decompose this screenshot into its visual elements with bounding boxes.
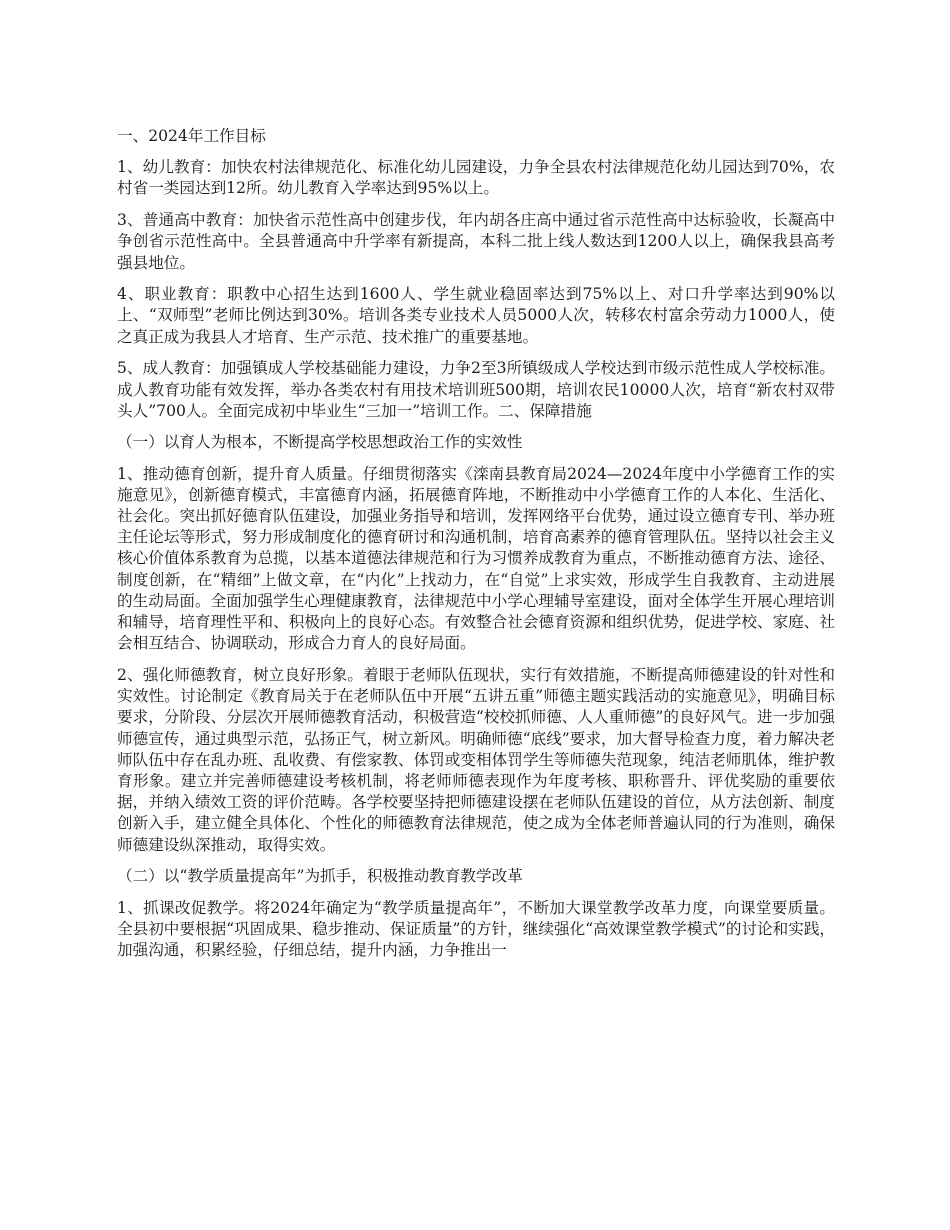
- subsection-heading-quality: （二）以“教学质量提高年”为抓手，积极推动教育教学改革: [117, 867, 523, 886]
- document-page: [117, 126, 835, 972]
- subsection-heading-moral: （一）以育人为根本，不断提高学校思想政治工作的实效性: [117, 433, 523, 452]
- paragraph-preschool: 1、幼儿教育：加快农村法律规范化、标准化幼儿园建设，力争全县农村法律规范化幼儿园达到70%，农村省一类园达到12所。幼儿教育入学率达到95%以上。: [117, 158, 835, 198]
- paragraph-adult-education: 5、成人教育：加强镇成人学校基础能力建设，力争2至3所镇级成人学校达到市级示范性成人学校标准。成人教育功能有效发挥，举办各类农村有用技术培训班500期，培训农民10000人次，培育“新农村双带头人”700人。全面完成初中毕业生“三加一”培训工作。二、保障措施: [117, 359, 835, 420]
- paragraph-high-school: 3、普通高中教育：加快省示范性高中创建步伐，年内胡各庄高中通过省示范性高中达标验收，长凝高中争创省示范性高中。全县普通高中升学率有新提高，本科二批上线人数达到1200人以上，确保我县高考强县地位。: [117, 211, 835, 272]
- section-heading-goals: 一、2024年工作目标: [117, 127, 266, 145]
- paragraph-vocational: 4、职业教育：职教中心招生达到1600人、学生就业稳固率达到75%以上、对口升学率达到90%以上、“双师型”老师比例达到30%。培训各类专业技术人员5000人次，转移农村富余劳动力1000人，使之真正成为我县人才培育、生产示范、技术推广的重要基地。: [117, 285, 835, 346]
- paragraph-curriculum-reform: 1、抓课改促教学。将2024年确定为“教学质量提高年”，不断加大课堂教学改革力度，向课堂要质量。全县初中要根据“巩固成果、稳步推动、保证质量”的方针，继续强化“高效课堂教学模式”的讨论和实践，加强沟通，积累经验，仔细总结，提升内涵，力争推出一: [117, 898, 836, 959]
- paragraph-teacher-ethics: 2、强化师德教育，树立良好形象。着眼于老师队伍现状，实行有效措施，不断提高师德建设的针对性和实效性。讨论制定《教育局关于在老师队伍中开展“五讲五重”师德主题实践活动的实施意见》，明确目标要求，分阶段、分层次开展师德教育活动，积极营造“校校抓师德、人人重师德”的良好风气。进一步加强师德宣传，通过典型示范，弘扬正气，树立新风。明确师德“底线”要求，加大督导检查力度，着力解决老师队伍中存在乱办班、乱收费、有偿家教、体罚或变相体罚学生等师德失范现象，纯洁老师肌体，维护教育形象。建立并完善师德建设考核机制，将老师师德表现作为年度考核、职称晋升、评优奖励的重要依据，并纳入绩效工资的评价范畴。各学校要坚持把师德建设摆在老师队伍建设的首位，从方法创新、制度创新入手，建立健全具体化、个性化的师德教育法律规范，使之成为全体老师普遍认同的行为准则，确保师德建设纵深推动，取得实效。: [117, 665, 835, 854]
- paragraph-moral-education: 1、推动德育创新，提升育人质量。仔细贯彻落实《滦南县教育局2024—2024年度中小学德育工作的实施意见》，创新德育模式，丰富德育内涵，拓展德育阵地，不断推动中小学德育工作的人本化、生活化、社会化。突出抓好德育队伍建设，加强业务指导和培训，发挥网络平台优势，通过设立德育专刊、举办班主任论坛等形式，努力形成制度化的德育研讨和沟通机制，培育高素养的德育管理队伍。坚持以社会主义核心价值体系教育为总揽，以基本道德法律规范和行为习惯养成教育为重点，不断推动德育方法、途径、制度创新，在“精细”上做文章，在“内化”上找动力，在“自觉”上求实效，形成学生自我教育、主动进展的生动局面。全面加强学生心理健康教育，法律规范中小学心理辅导室建设，面对全体学生开展心理培训和辅导，培育理性平和、积极向上的良好心态。有效整合社会德育资源和组织优势，促进学校、家庭、社会相互结合、协调联动，形成合力育人的良好局面。: [117, 464, 835, 653]
